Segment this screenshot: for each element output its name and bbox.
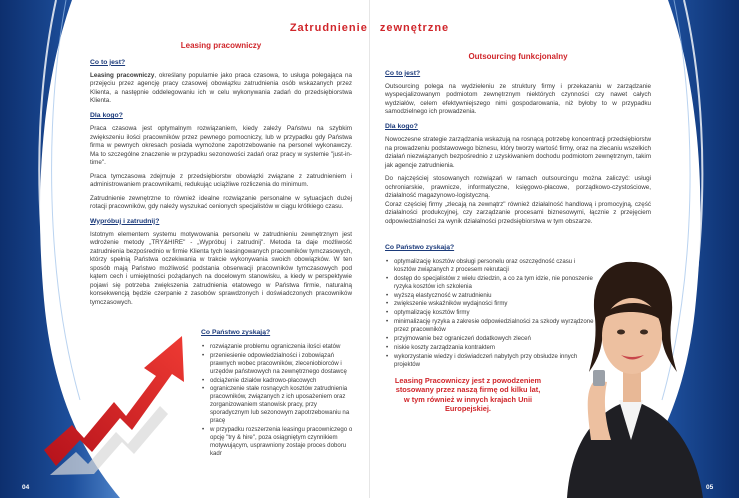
try-hire-heading: Wypróbuj i zatrudnij? xyxy=(90,217,160,225)
list-item: • ograniczenie stałe rosnących kosztów zatrudnienia pracowników, związanych z ich uposażeniem oraz zorganizowaniem stanowisk pracy, przy sporadycznym lub sezonowym zapotrzebowaniu na pracę xyxy=(201,385,353,425)
list-item: • zwiększenie wskaźników wydajności firmy xyxy=(385,300,595,308)
leasing-benefits-heading: Co Państwo zyskają? xyxy=(201,329,271,336)
list-item: • wyższą elastyczność w zatrudnieniu xyxy=(385,292,595,300)
promo-statement: Leasing Pracowniczy jest z powodzeniem stosowany przez naszą firmę od kilku lat, w tym również w innych krajach Unii Europejskiej. xyxy=(394,376,542,413)
leasing-for-whom-text: Praca czasowa jest optymalnym rozwiązaniem, kiedy zależy Państwu na szybkim zwiększeniu ilości pracowników przez pewnego pomocniczy, lub w przypadku gdy Państwa firma w pewnych okresach posiada wymożone zapotrzebowanie na personel wykonawczy. Ma to szczególne znaczenie w przypadku sezonowości zadań oraz pracy w systemie "just-in-time". xyxy=(90,125,352,167)
outsourcing-benefits-heading: Co Państwo zyskają? xyxy=(385,244,455,251)
list-item: • optymalizację kosztów obsługi personelu oraz oszczędność czasu i kosztów związanych z procesem rekrutacji xyxy=(385,258,595,274)
leasing-rotation-text: Zatrudnienie zewnętrzne to również idealne rozwiązanie personalne w sytuacjach dużej rotacji pracowników, gdy należy wyszukać cenionych specjalistów w ciągu krótkiego czasu. xyxy=(90,194,352,211)
outsourcing-trend-text: Coraz częściej firmy „zlecają na zewnątrz" również działalność handlową i promocyjną, część działalności produkcyjnej, czy zarządzanie procesami biznesowymi, łącznie z przejęciem odpowiedzialności za wynik działalności przedsiębiorstwa w tym obszarze. xyxy=(385,200,651,225)
outsourcing-services-text: Do najczęściej stosowanych rozwiązań w ramach outsourcingu można zaliczyć: usługi ochroniarskie, prawnicze, informatyczne, księgowo-płacowe, porządkowo-czystościowe, działalność magazynowo-logistyczną. xyxy=(385,175,651,200)
list-item: • dostęp do specjalistów z wielu dziedzin, a co za tym idzie, nie ponoszenie ryzyka kosztów ich szkolenia xyxy=(385,275,595,291)
list-item: • rozwiązanie problemu ograniczenia ilości etatów xyxy=(201,343,353,351)
growth-arrow-graphic xyxy=(44,330,204,478)
leasing-title: Leasing pracowniczy xyxy=(180,41,262,50)
page-number-left: 04 xyxy=(22,484,30,491)
list-item: • w przypadku rozszerzenia leasingu pracowniczego o opcję "try & hire", poza osiągniętym czynnikiem motywującym, usprawniony zostaje proces doboru kadr xyxy=(201,426,353,458)
outsourcing-title: Outsourcing funkcjonalny xyxy=(468,52,568,61)
leasing-for-whom-heading: Dla kogo? xyxy=(90,111,123,119)
list-item: • przyjmowanie bez ograniczeń dodatkowych zleceń xyxy=(385,335,595,343)
leasing-admin-text: Praca tymczasowa zdejmuje z przedsiębiorstw obowiązki związane z zatrudnieniem i administrowaniem pracownikami, redukując uciążliwe rozliczenia do minimum. xyxy=(90,172,352,189)
page-number-right: 05 xyxy=(706,484,714,491)
list-item: • wykorzystanie wiedzy i doświadczeń nabytych przy obsłudze innych projektów xyxy=(385,353,595,369)
outsourcing-what-text: Outsourcing polega na wydzieleniu ze struktury firmy i przekazaniu w zarządzanie wyspecjalizowanym podmiotom zewnętrznym niektórych czynności czy nawet całych wydziałów, celem efektywniejszego nimi gospodarowania, niż byłoby to w przypadku samodzielnego ich prowadzenia. xyxy=(385,82,651,116)
list-item: • minimalizację ryzyka a zakresie odpowiedzialności za szkody wyrządzone przez pracowników xyxy=(385,318,595,334)
outsourcing-column xyxy=(385,52,651,231)
try-hire-text: Istotnym elementem systemu motywowania personelu w zatrudnieniu zewnętrznym jest wdrożenie metody „TRY&HIRE" - „Wypróbuj i zatrudnij". Metoda ta daje możliwość zatrudnienia bezpośrednio w firmie Klienta tych leasingowanych pracowników tymczasowych, którzy spełnią Państwa oczekiwania w trakcie wykonywania swoich obowiązków. W ten sposób mają Państwo możliwość podstania obserwacji pracowników tymczasowych pod kątem cech i umiejętności pożądanych na docelowym stanowisku, a kiedy w perspektywie pojawi się potrzeba zwiększenia zatrudnienia etatowego w Państwa firmie, naturalną konsekwencją będzie czerpanie z zasobów sprawdzonych i doświadczonych pracowników tymczasowych. xyxy=(90,230,352,306)
leasing-column xyxy=(90,41,352,312)
leasing-what-text: Leasing pracowniczy, określany popularnie jako praca czasowa, to usługa polegająca na przejęciu przez agencję pracy czasowej obowiązku zatrudnienia osób wskazanych przez Klienta, a następnie oddelegowaniu ich w celu wykonywania zadań do przedsiębiorstwa Klienta. xyxy=(90,71,352,105)
page-title: Zatrudnienie zewnętrzne xyxy=(289,22,450,34)
outsourcing-for-whom-text: Nowoczesne strategie zarządzania wskazują na rosnącą potrzebę koncentracji przedsiębiorstw na prowadzeniu podstawowego biznesu, który tworzy wartość firmy, oraz na zlecaniu wszelkich działań niezwiązanych bezpośrednio z uzyskiwaniem dochodu podmiotom zewnętrznym, takim jak agencje zatrudnienia. xyxy=(385,136,651,169)
outsourcing-what-heading: Co to jest? xyxy=(385,69,421,77)
leasing-what-heading: Co to jest? xyxy=(90,58,126,66)
list-item: • optymalizację kosztów firmy xyxy=(385,309,595,317)
list-item: • przeniesienie odpowiedzialności i zobowiązań prawnych wobec pracowników, zleceniobiorców i urzędów państwowych na zewnętrznego dostawcę xyxy=(201,352,353,376)
list-item: • niskie koszty zarządzania kontraktem xyxy=(385,344,595,352)
outsourcing-for-whom-heading: Dla kogo? xyxy=(385,122,418,130)
businesswoman-photo xyxy=(527,240,739,498)
leasing-benefits xyxy=(201,325,353,459)
leasing-benefits-list xyxy=(201,343,353,458)
list-item: • odciążenie działów kadrowo-płacowych xyxy=(201,377,353,385)
